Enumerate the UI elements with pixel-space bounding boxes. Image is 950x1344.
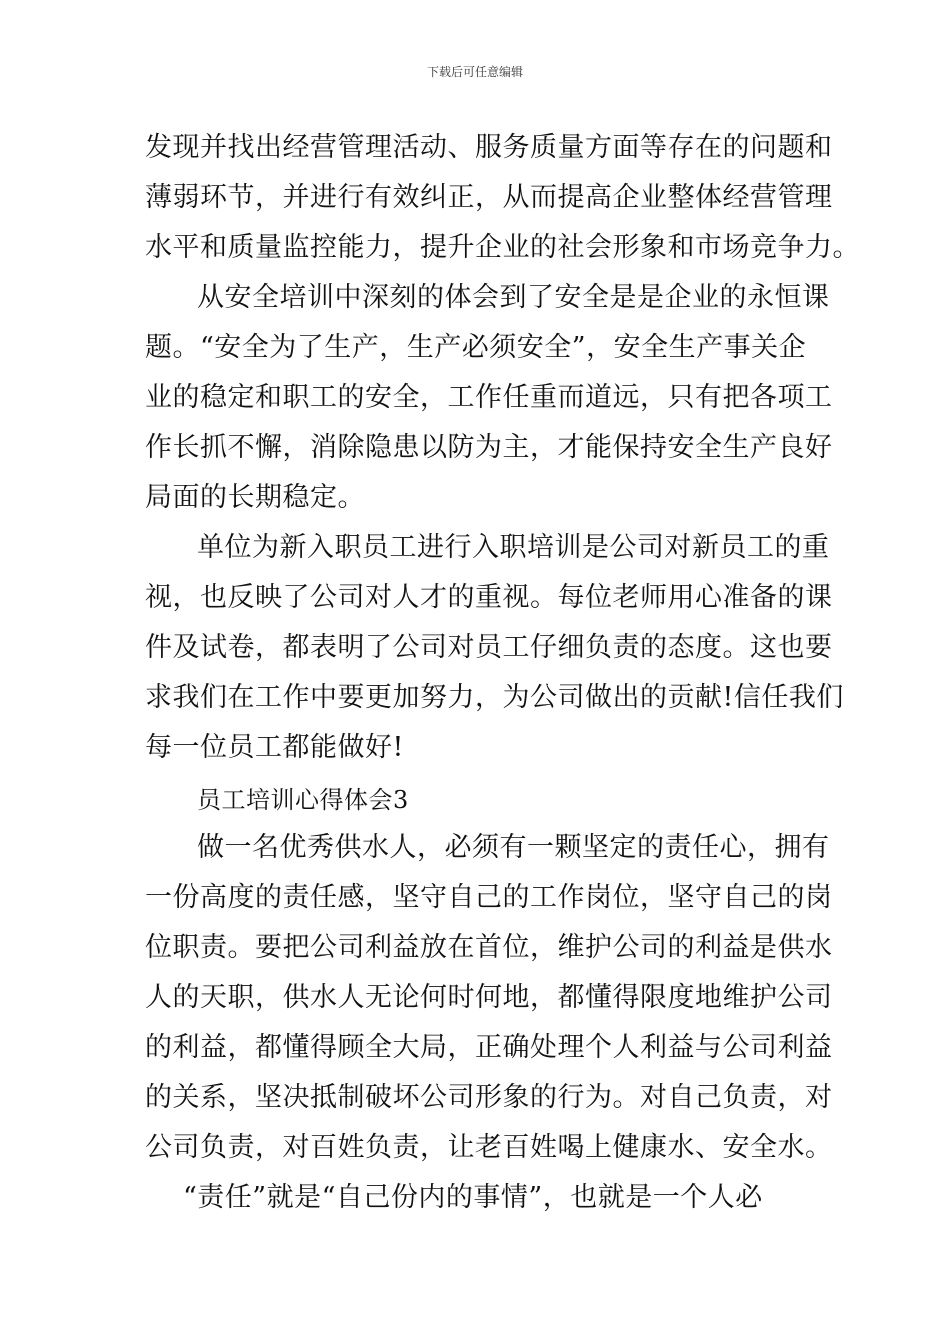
- body-line: 公司负责，对百姓负责，让老百姓喝上健康水、安全水。: [145, 1132, 833, 1163]
- body-line: 位职责。要把公司利益放在首位，维护公司的利益是供水: [145, 932, 833, 963]
- body-line: 求我们在工作中要更加努力，为公司做出的贡献!信任我们: [145, 682, 844, 713]
- paragraph-first-line: 做一名优秀供水人，必须有一颗坚定的责任心，拥有: [197, 832, 830, 863]
- page-header: 下载后可任意编辑: [426, 65, 523, 79]
- paragraph-first-line: 从安全培训中深刻的体会到了安全是是企业的永恒课: [197, 282, 830, 313]
- body-line: 的利益，都懂得顾全大局，正确处理个人利益与公司利益: [145, 1032, 833, 1063]
- body-line: 局面的长期稳定。: [145, 482, 365, 513]
- body-line: 每一位员工都能做好!: [145, 732, 404, 763]
- body-line: 的关系，坚决抵制破坏公司形象的行为。对自己负责，对: [145, 1082, 833, 1113]
- section-heading: 员工培训心得体会3: [197, 786, 409, 814]
- paragraph-first-line: 单位为新入职员工进行入职培训是公司对新员工的重: [197, 532, 830, 563]
- body-line: 作长抓不懈，消除隐患以防为主，才能保持安全生产良好: [145, 432, 833, 463]
- body-line: 视，也反映了公司对人才的重视。每位老师用心准备的课: [145, 582, 833, 613]
- body-line: 业的稳定和职工的安全，工作任重而道远，只有把各项工: [145, 382, 833, 413]
- body-line: 一份高度的责任感，坚守自己的工作岗位，坚守自己的岗: [145, 882, 833, 913]
- body-line: 题。“安全为了生产，生产必须安全”，安全生产事关企: [145, 332, 807, 363]
- body-line: 发现并找出经营管理活动、服务质量方面等存在的问题和: [145, 132, 833, 163]
- body-line: 件及试卷，都表明了公司对员工仔细负责的态度。这也要: [145, 632, 833, 663]
- body-line: 水平和质量监控能力，提升企业的社会形象和市场竞争力。: [145, 232, 860, 263]
- paragraph-first-line: “责任”就是“自己份内的事情”，也就是一个人必: [183, 1182, 763, 1213]
- body-line: 人的天职，供水人无论何时何地，都懂得限度地维护公司: [145, 982, 833, 1013]
- body-line: 薄弱环节，并进行有效纠正，从而提高企业整体经营管理: [145, 182, 833, 213]
